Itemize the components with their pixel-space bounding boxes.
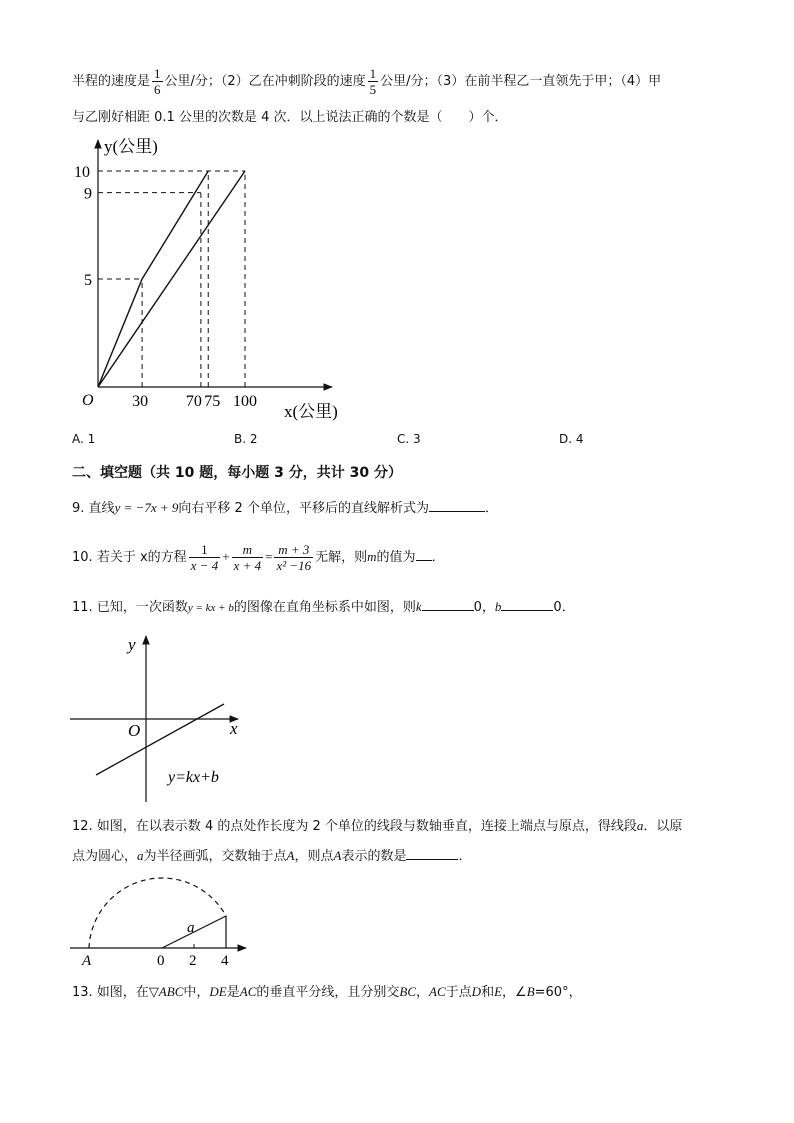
q10-text: 的值为	[376, 550, 416, 565]
triangle-abc: ▽ABC	[148, 984, 184, 999]
formula: y = kx + b	[187, 602, 234, 614]
variable-a: a	[137, 848, 144, 863]
answer-blank[interactable]	[416, 548, 432, 561]
y-tick-label-5: 5	[84, 272, 92, 289]
x-tick-label-70: 70	[185, 393, 202, 410]
answer-blank[interactable]	[429, 499, 485, 512]
number-line-arc-figure	[66, 872, 256, 972]
answer-blank[interactable]	[406, 847, 458, 860]
answer-blank-b[interactable]	[501, 598, 553, 611]
q11-text: 0．	[553, 600, 575, 615]
line-equation-label: y=kx+b	[168, 769, 219, 786]
q12-text: 12. 如图，在以表示数 4 的点处作长度为 2 个单位的线段与数轴垂直，连接上端点与原点，得线段	[72, 819, 637, 834]
q12-end: ．	[458, 849, 472, 864]
option-d[interactable]: D. 4	[559, 432, 584, 446]
q12-text: 表示的数是	[341, 849, 407, 864]
q10-end: ．	[431, 550, 445, 565]
q9-end: ．	[484, 501, 498, 516]
y-axis-label: y(公里)	[104, 137, 158, 156]
q8-line2: 与乙刚好相距 0.1 公里的次数是 4 次．以上说法正确的个数是（ ）个．	[72, 110, 508, 125]
q10-text: 无解，则	[315, 550, 368, 565]
question-number: 11.	[72, 600, 93, 615]
fraction: $\frac{m + 3}{\text{x² −16}}$	[276, 542, 312, 573]
x-axis-label: x(公里)	[284, 402, 338, 421]
q13-text: 和	[481, 985, 495, 1000]
x-tick-label-100: 100	[233, 393, 257, 410]
variable-b: b	[494, 599, 502, 614]
linear-function-graph	[66, 628, 256, 808]
segment-bc: BC	[399, 984, 417, 999]
q10-line	[72, 542, 445, 573]
q11-line	[72, 597, 575, 618]
q11-text: 的图像在直角坐标系中如图，则	[233, 600, 416, 615]
q12-text: ．以原	[643, 819, 683, 834]
q8-text: 半程的速度是	[72, 74, 151, 89]
dashed-arc	[89, 878, 226, 948]
q13-text: 于点	[445, 985, 472, 1000]
point-d: D	[471, 984, 482, 999]
q13-text: ，	[416, 985, 430, 1000]
answer-blank-k[interactable]	[422, 598, 474, 611]
y-tick-label-9: 9	[84, 185, 92, 203]
q8-text: 公里/分；（2）乙在冲刺阶段的速度	[164, 74, 366, 89]
variable-a: a	[636, 818, 644, 833]
variable-k: k	[415, 599, 422, 614]
q12-text: 为半径画弧，交数轴于点	[143, 849, 287, 864]
q13-text: 的垂直平分线，且分别交	[256, 985, 400, 1000]
label-point-a: A	[82, 953, 92, 969]
option-a[interactable]: A. 1	[72, 432, 96, 446]
option-c[interactable]: C. 3	[397, 432, 421, 446]
label-2: 2	[189, 953, 197, 969]
q13-text: 中，	[183, 985, 210, 1000]
fraction: $\frac{1}{x - 4}$	[190, 542, 219, 573]
q11-text: 已知，一次函数	[96, 600, 188, 615]
question-number: 9.	[72, 501, 85, 516]
variable: m	[367, 549, 377, 564]
q13-text: =60°，	[534, 985, 582, 1000]
q12-text: ，则点	[294, 849, 334, 864]
answer-options	[72, 432, 712, 450]
y-axis-label: y	[128, 635, 136, 654]
distance-chart	[70, 130, 360, 430]
segment-de: DE	[209, 984, 227, 999]
angle-b: B	[526, 984, 535, 999]
point-e: E	[494, 984, 503, 999]
q9-text: 向右平移 2 个单位，平移后的直线解析式为	[178, 501, 429, 516]
function-line	[96, 704, 224, 775]
segment-ac: AC	[239, 984, 257, 999]
option-b[interactable]: B. 2	[234, 432, 258, 446]
origin-label: O	[128, 721, 141, 740]
question-number: 10.	[72, 550, 93, 565]
formula: y = −7x + 9	[114, 500, 179, 515]
label-0: 0	[157, 953, 165, 969]
section-title: 二、填空题（共 10 题，每小题 3 分，共计 30 分）	[72, 465, 402, 481]
q8-text: 公里/分；（3）在前半程乙一直领先于甲；（4）甲	[380, 74, 662, 89]
q13-line	[72, 982, 582, 1003]
q13-text: ，∠	[502, 985, 527, 1000]
fraction: $\frac{m}{x + 4}$	[233, 542, 262, 573]
q8-line1	[72, 66, 661, 97]
label-a: a	[187, 920, 195, 936]
q12-line2	[72, 846, 471, 867]
fraction: $\frac{1}{6}$	[154, 66, 161, 97]
q13-text: 是	[226, 985, 240, 1000]
fraction: $\frac{1}{5}$	[369, 66, 377, 97]
point-a: A	[286, 848, 295, 863]
plus-sign: +	[222, 549, 230, 564]
point-a: A	[333, 848, 342, 863]
equals-sign: =	[265, 549, 273, 564]
label-4: 4	[221, 953, 229, 969]
q9-text: 直线	[88, 501, 115, 516]
series-line-1	[98, 171, 208, 387]
q9-line	[72, 498, 498, 519]
x-tick-label-75: 75	[204, 393, 221, 410]
segment-ac: AC	[429, 984, 446, 999]
q13-text: 13. 如图，在	[72, 985, 149, 1000]
origin-label: O	[82, 392, 94, 409]
y-tick-label-10: 10	[74, 164, 90, 181]
q12-line1	[72, 816, 682, 837]
q11-text: 0，	[473, 600, 495, 615]
x-axis-label: x	[230, 719, 238, 738]
q10-text: 若关于 x的方程	[96, 550, 187, 565]
q12-text: 点为圆心，	[72, 849, 138, 864]
x-tick-label-30: 30	[132, 393, 149, 410]
